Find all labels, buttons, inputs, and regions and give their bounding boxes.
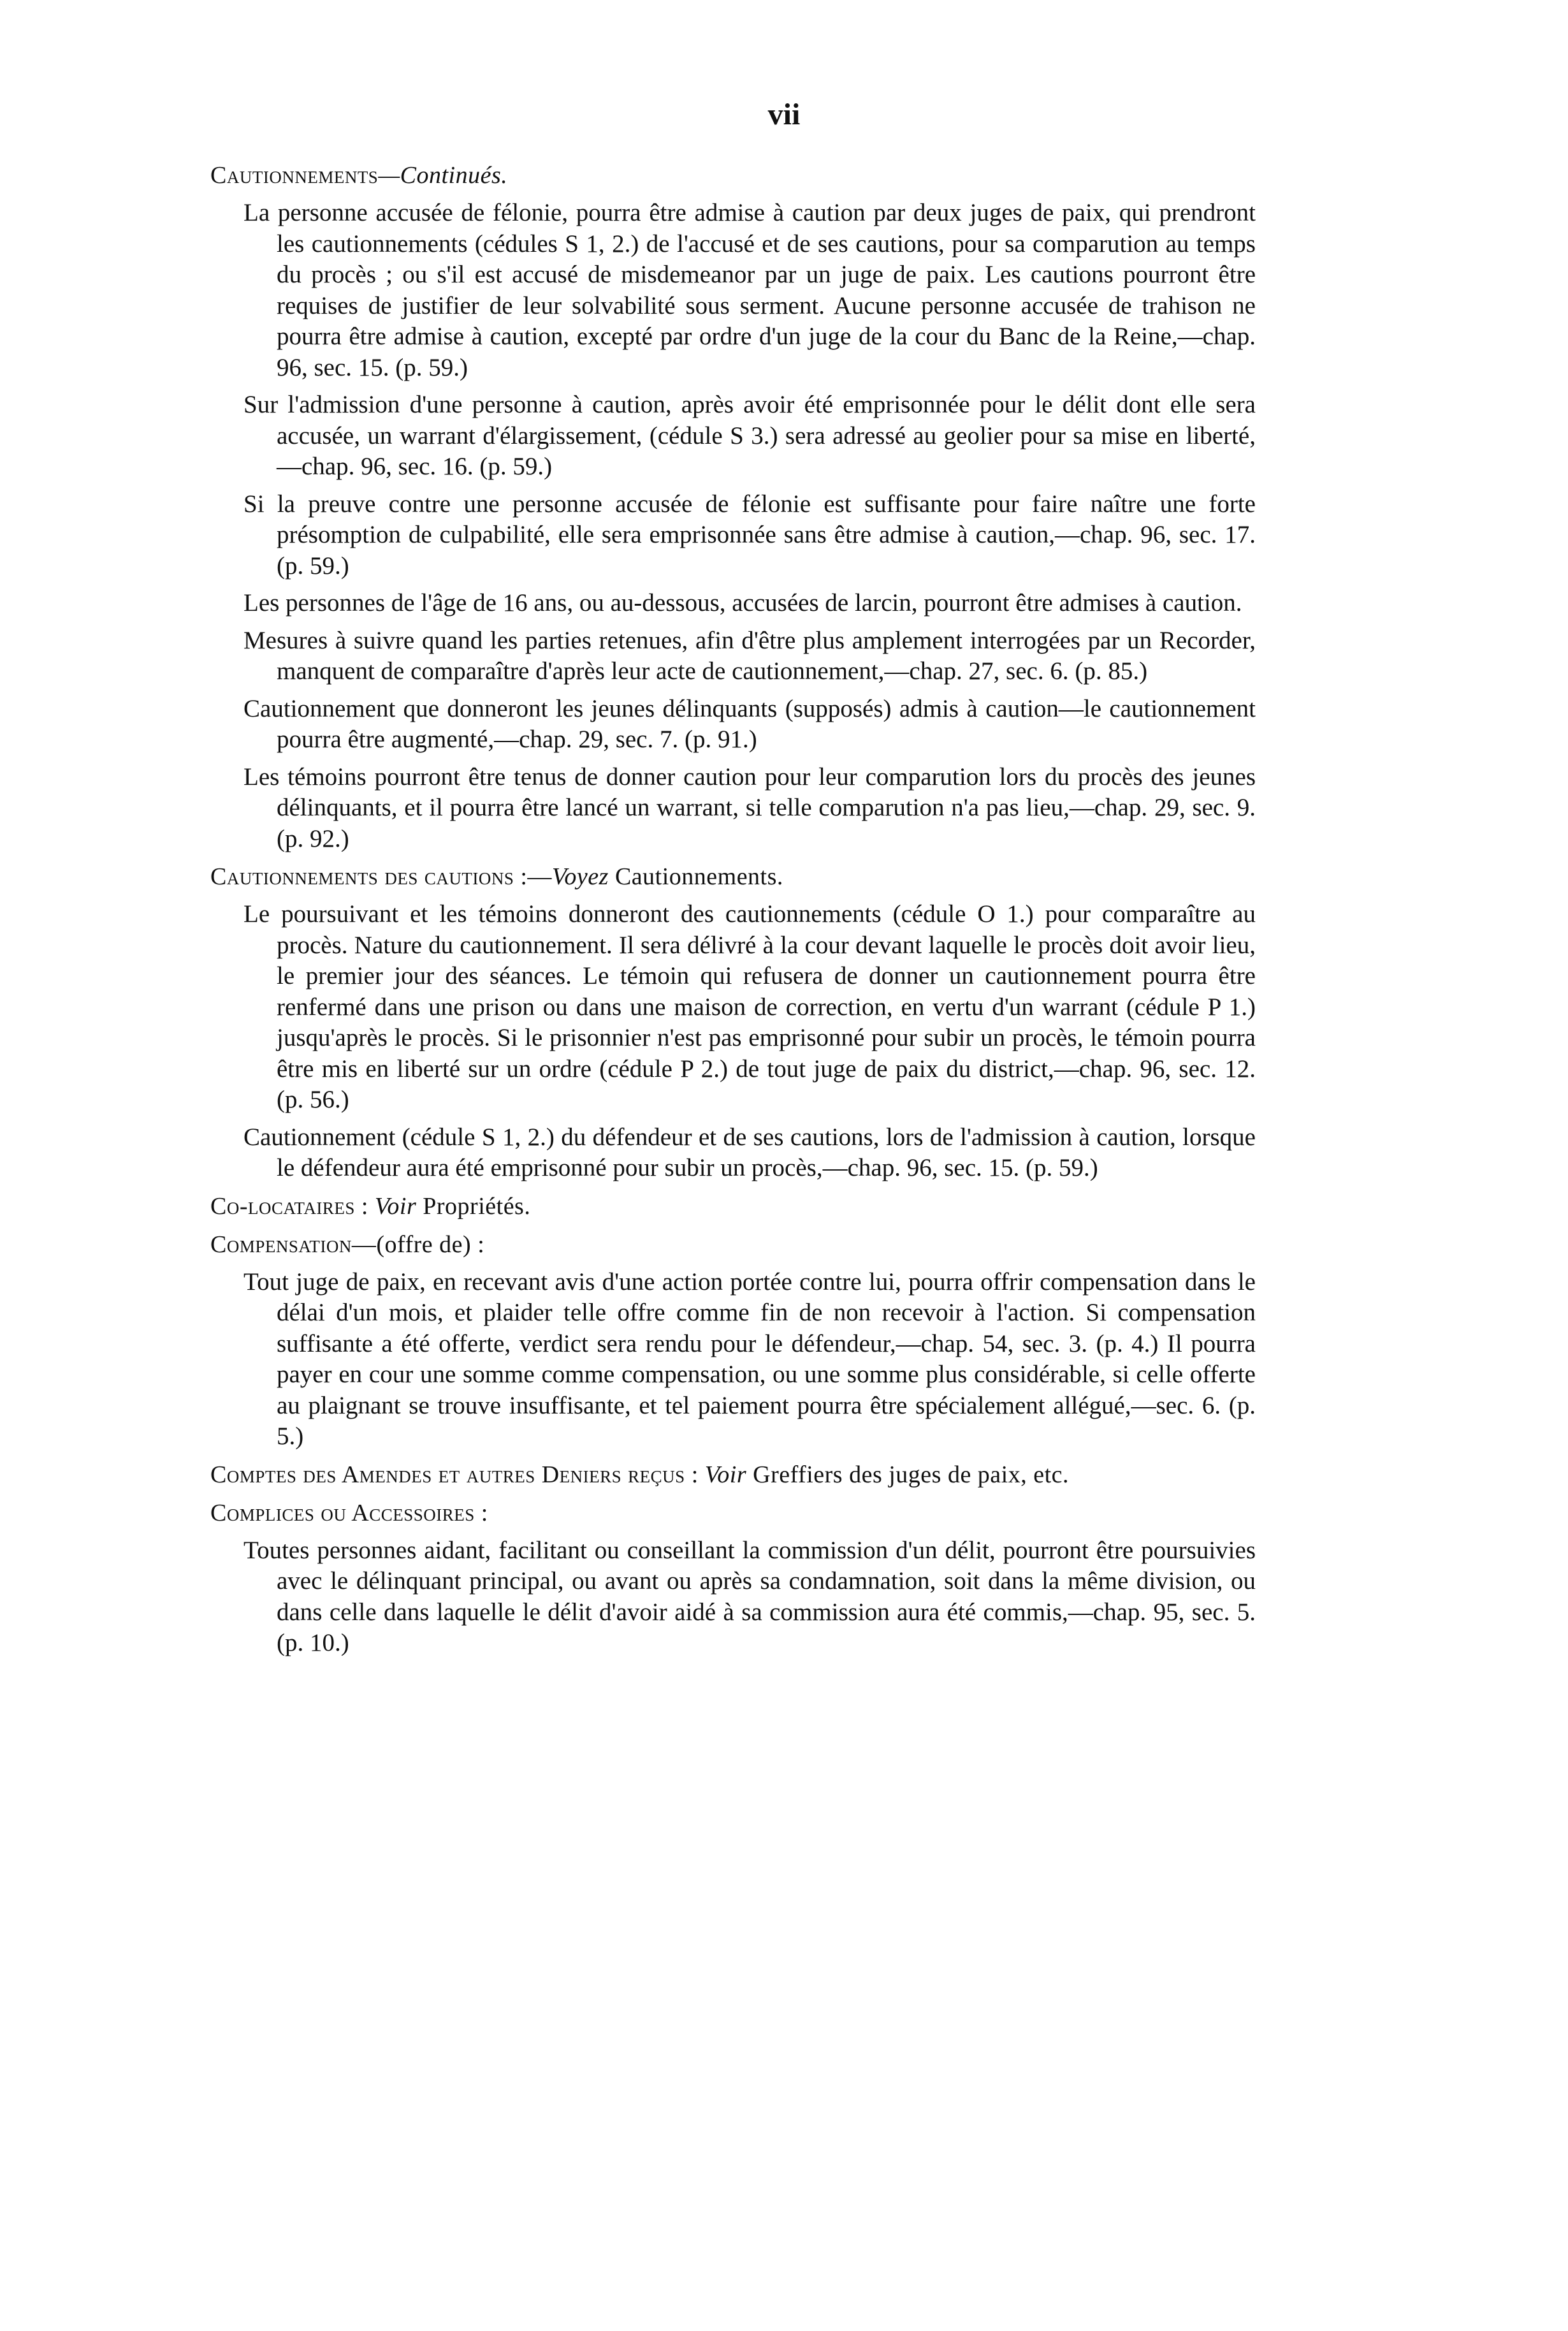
book-page — [210, 96, 1256, 2251]
heading-part: Cautionnements — [210, 162, 379, 189]
index-heading — [210, 861, 1256, 893]
heading-part: : — [685, 1461, 705, 1488]
index-heading — [210, 1459, 1256, 1491]
page-number: vii — [767, 98, 801, 131]
index-paragraph: Toutes personnes aidant, facilitant ou conseillant la commission d'un délit, pourront être poursuivies avec le délinquant principal, ou avant ou après sa condamnation, soit dans la même division, ou dans celle dans laquelle le délit d'avoir aidé à sa commission aura été commis,—chap. 95, sec. 5. (p. 10.) — [243, 1536, 1256, 1656]
heading-part: Greffiers des juges de paix, etc. — [746, 1461, 1070, 1488]
heading-part: Voir — [704, 1461, 747, 1488]
heading-part: Cautionnements. — [608, 863, 783, 890]
heading-part: —(offre de) : — [351, 1231, 485, 1258]
index-paragraph: Cautionnement que donneront les jeunes délinquants (supposés) admis à caution—le cautionnement pourra être augmenté,—chap. 29, sec. 7. (p. 91.) — [243, 694, 1256, 753]
index-paragraph: Sur l'admission d'une personne à caution, après avoir été emprisonnée pour le délit dont elle sera accusée, un warrant d'élargissement, (cédule S 3.) sera adressé au geolier pour sa mise en liberté,—chap. 96, sec. 16. (p. 59.) — [243, 391, 1256, 480]
index-paragraph: La personne accusée de félonie, pourra être admise à caution par deux juges de paix, qui prendront les cautionnements (cédules S 1, 2.) de l'accusé et de ses cautions, pour sa comparution au temps du procès ; ou s'il est accusé de misdemeanor par un juge de paix. Les cautions pourront être requises de justifier de leur solvabilité sous serment. Aucune personne accusée de trahison ne pourra être admise à caution, excepté par ordre d'un juge de la cour du Banc de la Reine,—chap. 96, sec. 15. (p. 59.) — [243, 199, 1256, 381]
index-paragraph: Les témoins pourront être tenus de donner caution pour leur comparution lors du procès des jeunes délinquants, et il pourra être lancé un warrant, si telle comparution n'a pas lieu,—chap. 29, sec. 9. (p. 92.) — [243, 763, 1256, 852]
index-heading — [210, 1229, 1256, 1260]
heading-part: : — [474, 1499, 488, 1526]
heading-part: :— — [514, 863, 552, 890]
heading-part: Complices ou Accessoires — [210, 1499, 475, 1526]
index-paragraph: Cautionnement (cédule S 1, 2.) du défendeur et de ses cautions, lors de l'admission à caution, lorsque le défendeur aura été emprisonné pour subir un procès,—chap. 96, sec. 15. (p. 59.) — [243, 1123, 1256, 1181]
index-paragraph: Si la preuve contre une personne accusée de félonie est suffisante pour faire naître une forte présomption de culpabilité, elle sera emprisonnée sans être admise à caution,—chap. 96, sec. 17. (p. 59.) — [243, 490, 1256, 580]
index-paragraph: Tout juge de paix, en recevant avis d'une action portée contre lui, pourra offrir compensation dans le délai d'un mois, et plaider telle offre comme fin de non recevoir à l'action. Si compensation suffisante a été offerte, verdict sera rendu pour le défendeur,—chap. 54, sec. 3. (p. 4.) Il pourra payer en cour une somme comme compensation, ou une somme plus considérable, si celle offerte au plaignant se trouve insuffisante, et tel paiement pourra être spécialement allégué,—sec. 6. (p. 5.) — [243, 1268, 1256, 1450]
heading-part: Cautionnements des cautions — [210, 863, 514, 890]
heading-part: —Continués. — [378, 162, 508, 189]
index-paragraph: Le poursuivant et les témoins donneront des cautionnements (cédule O 1.) pour comparaître au procès. Nature du cautionnement. Il sera délivré à la cour devant laquelle le procès doit avoir lieu, le premier jour des séances. Le témoin qui refusera de donner un cautionnement pourra être renfermé dans une prison ou dans une maison de correction, en vertu d'un warrant (cédule P 1.) jusqu'après le procès. Si le prisonnier n'est pas emprisonné pour subir un procès, le témoin pourra être mis en liberté sur un ordre (cédule P 2.) de tout juge de paix du district,—chap. 96, sec. 12. (p. 56.) — [243, 900, 1256, 1113]
index-paragraph: Les personnes de l'âge de 16 ans, ou au-dessous, accusées de larcin, pourront être admises à caution. — [243, 589, 1242, 617]
index-heading — [210, 1497, 1256, 1529]
heading-part: Voyez — [551, 863, 609, 890]
index-entries — [210, 159, 1256, 1659]
heading-part: Compensation — [210, 1231, 352, 1258]
heading-part: Voir — [374, 1192, 417, 1220]
index-paragraph: Mesures à suivre quand les parties retenues, afin d'être plus amplement interrogées par un Recorder, manquent de comparaître d'après leur acte de cautionnement,—chap. 27, sec. 6. (p. 85.) — [243, 626, 1256, 685]
heading-part: : — [354, 1192, 375, 1220]
index-heading — [210, 159, 1256, 191]
heading-part: Propriétés. — [416, 1192, 531, 1220]
heading-part: Comptes des Amendes et autres Deniers reçus — [210, 1461, 685, 1488]
index-heading — [210, 1190, 1256, 1222]
heading-part: Co-locataires — [210, 1192, 355, 1220]
